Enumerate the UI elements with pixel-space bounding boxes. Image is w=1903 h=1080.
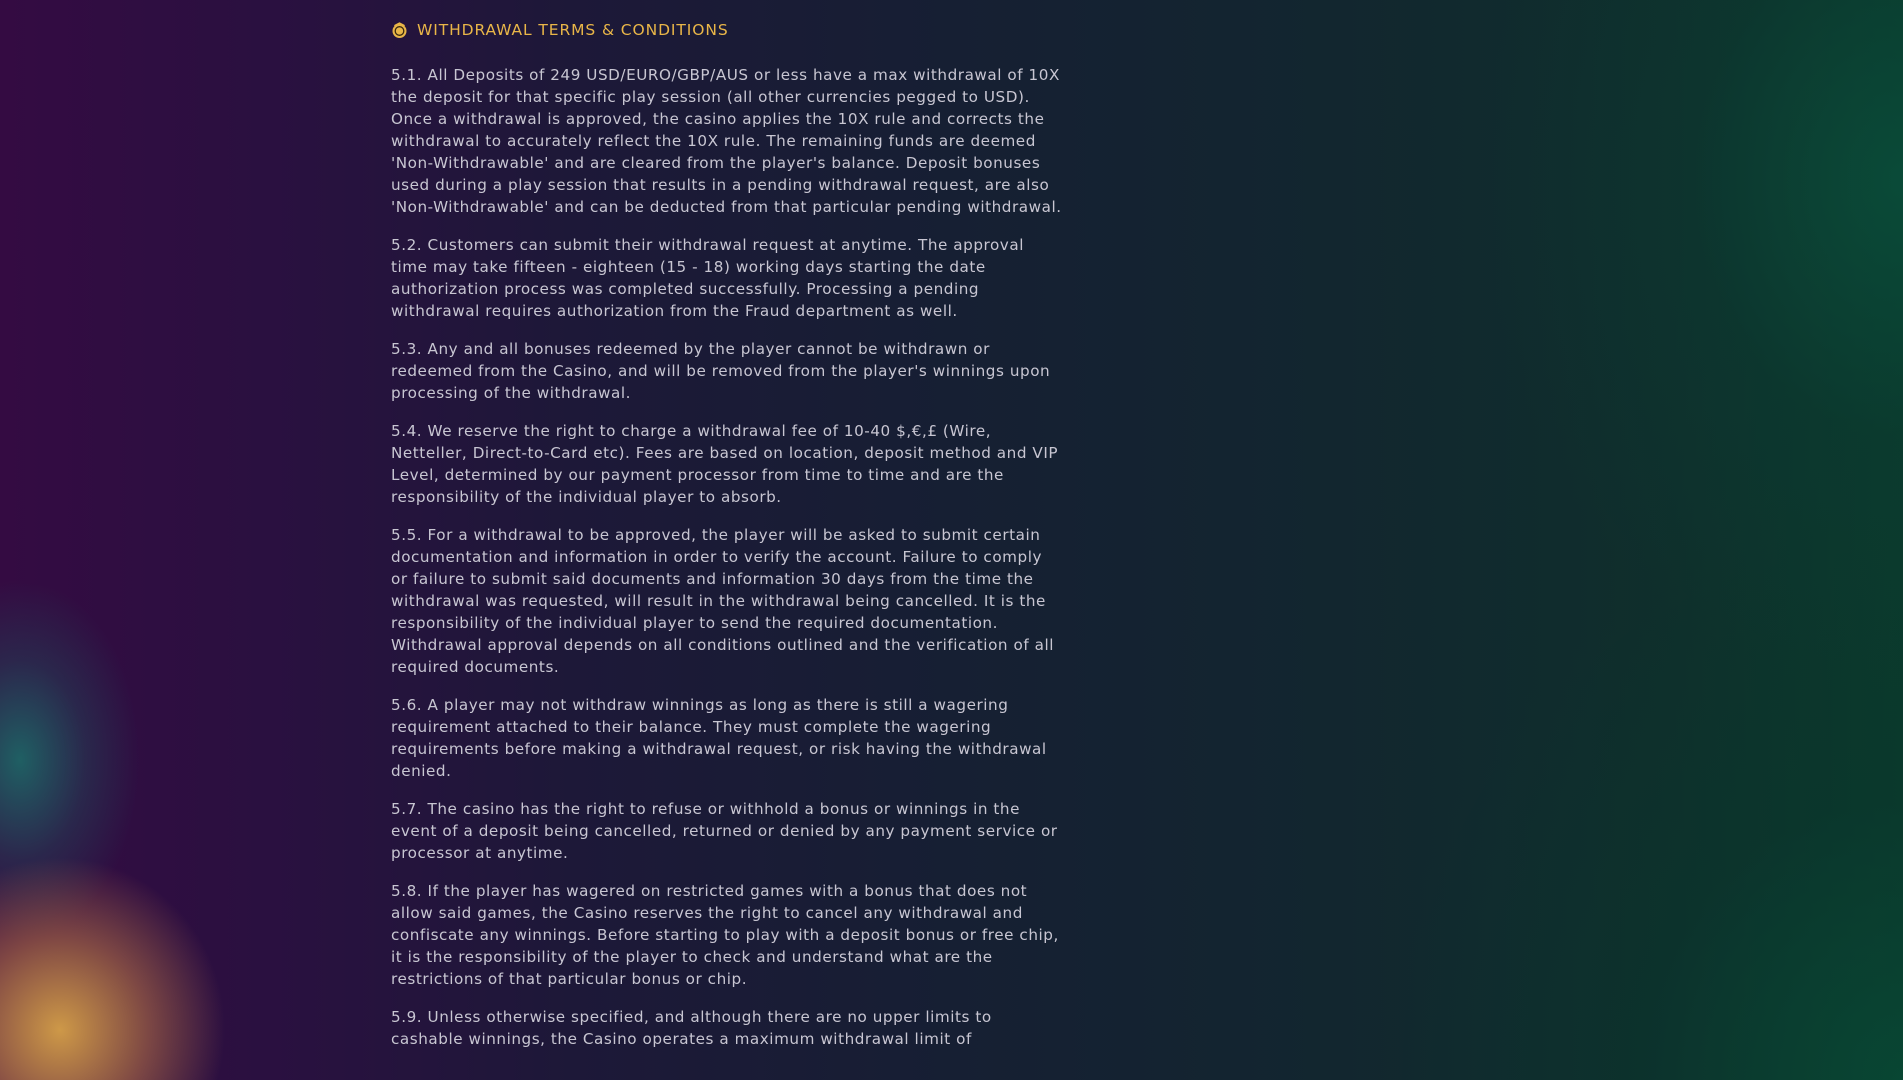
section-heading [391,18,1063,42]
coins-icon [391,22,408,39]
terms-paragraph-5-6: 5.6. A player may not withdraw winnings as long as there is still a wagering requirement attached to their balance. They must complete the wagering requirements before making a withdrawal request, or risk having the withdrawal denied. [391,696,1047,780]
terms-paragraph-5-4: 5.4. We reserve the right to charge a withdrawal fee of 10-40 $,€,£ (Wire, Netteller, Direct-to-Card etc). Fees are based on location, deposit method and VIP Level, determined by our payment processor from time to time and are the responsibility of the individual player to absorb. [391,422,1059,506]
terms-paragraph-5-9: 5.9. Unless otherwise specified, and although there are no upper limits to cashable winnings, the Casino operates a maximum withdrawal limit of [391,1008,992,1048]
section-title: WITHDRAWAL TERMS & CONDITIONS [417,21,729,39]
withdrawal-terms-section [391,18,1063,1066]
terms-paragraph-5-3: 5.3. Any and all bonuses redeemed by the player cannot be withdrawn or redeemed from the Casino, and will be removed from the player's winnings upon processing of the withdrawal. [391,340,1051,402]
terms-paragraph-5-5: 5.5. For a withdrawal to be approved, the player will be asked to submit certain documentation and information in order to verify the account. Failure to comply or failure to submit said documents and information 30 days from the time the withdrawal was requested, will result in the withdrawal being cancelled. It is the responsibility of the individual player to send the required documentation. Withdrawal approval depends on all conditions outlined and the verification of all required documents. [391,526,1054,676]
terms-paragraph-5-1: 5.1. All Deposits of 249 USD/EURO/GBP/AUS or less have a max withdrawal of 10X the deposit for that specific play session (all other currencies pegged to USD). Once a withdrawal is approved, the casino applies the 10X rule and corrects the withdrawal to accurately reflect the 10X rule. The remaining funds are deemed 'Non-Withdrawable' and are cleared from the player's balance. Deposit bonuses used during a play session that results in a pending withdrawal request, are also 'Non-Withdrawable' and can be deducted from that particular pending withdrawal. [391,66,1062,216]
terms-paragraph-5-2: 5.2. Customers can submit their withdrawal request at anytime. The approval time may take fifteen - eighteen (15 - 18) working days starting the date authorization process was completed successfully. Processing a pending withdrawal requires authorization from the Fraud department as well. [391,236,1024,320]
terms-paragraph-5-8: 5.8. If the player has wagered on restricted games with a bonus that does not allow said games, the Casino reserves the right to cancel any withdrawal and confiscate any winnings. Before starting to play with a deposit bonus or free chip, it is the responsibility of the player to check and understand what are the restrictions of that particular bonus or chip. [391,882,1059,988]
terms-paragraph-5-7: 5.7. The casino has the right to refuse or withhold a bonus or winnings in the event of a deposit being cancelled, returned or denied by any payment service or processor at anytime. [391,800,1058,862]
